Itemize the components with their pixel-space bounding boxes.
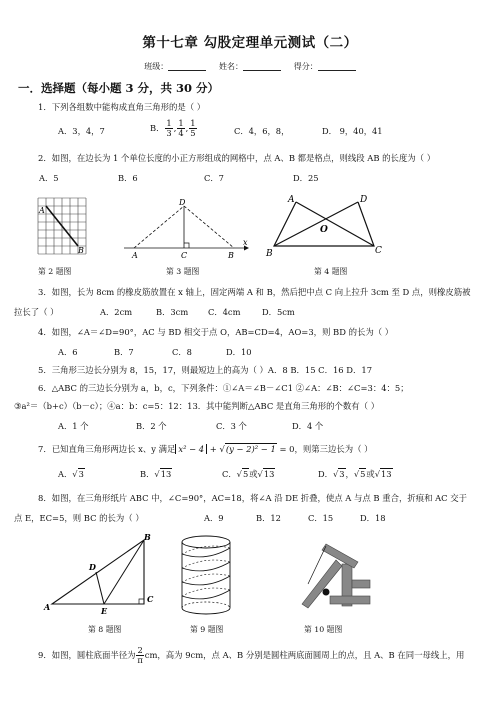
segment-bd bbox=[274, 202, 358, 246]
helix-back bbox=[182, 546, 230, 596]
figure-3-rubber-band bbox=[122, 198, 252, 260]
q7-d-sep: ， bbox=[345, 469, 354, 479]
q7-option-b bbox=[140, 470, 172, 480]
section-heading: 一．选择题（每小题 3 分，共 30 分） bbox=[18, 81, 220, 95]
sqrt-icon: √ bbox=[332, 469, 339, 479]
q7-option-c bbox=[222, 470, 275, 480]
label-x: x bbox=[243, 238, 248, 247]
label-o: O bbox=[320, 225, 328, 235]
caption-fig2: 第 2 题图 bbox=[38, 267, 72, 276]
q2-option-c: C．7 bbox=[204, 173, 224, 183]
frac-den: 5 bbox=[190, 128, 196, 138]
page-title: 第十七章 勾股定理单元测试（二） bbox=[142, 35, 358, 51]
q6-stem-line1: 6．△ABC 的三边长分别为 a，b，c，下列条件：①∠A＝∠B－∠C1 ②∠A：∠B：∠C=3：4：5； bbox=[38, 383, 409, 393]
q7-b-val: 13 bbox=[160, 469, 172, 479]
score-label: 得分： bbox=[293, 62, 318, 71]
figure-8-folded-triangle bbox=[44, 532, 164, 616]
caption-fig4: 第 4 题图 bbox=[314, 267, 348, 276]
bottom-arc-back bbox=[182, 602, 230, 608]
q7-d-label: D． bbox=[318, 469, 333, 479]
q8-option-a: A．9 bbox=[204, 513, 224, 523]
q8-option-b: B．12 bbox=[256, 513, 281, 523]
class-blank[interactable] bbox=[168, 70, 206, 71]
label-b: B bbox=[266, 249, 273, 259]
q7-b-label: B． bbox=[140, 469, 155, 479]
q1-stem: 1．下列各组数中能构成直角三角形的是（ ） bbox=[38, 102, 206, 112]
sqrt-icon: √ bbox=[257, 469, 263, 479]
figure-9-cylinder bbox=[176, 534, 236, 618]
sqrt-icon: √ bbox=[353, 469, 360, 479]
q7-sqrt-expr: (y − 2)² − 1 bbox=[225, 444, 276, 454]
q7-a-label: A． bbox=[58, 469, 73, 479]
sqrt-icon: √ bbox=[236, 469, 242, 479]
q6-option-b: B．2 个 bbox=[136, 421, 167, 431]
q4-stem: 4．如图，∠A＝∠D=90°，AC 与 BD 相交于点 O，AB=CD=4，AO=3，则 BD 的长为（ ） bbox=[38, 327, 394, 337]
frac-num: 2 bbox=[137, 645, 143, 655]
label-c: C bbox=[147, 594, 154, 604]
fraction-1-3 bbox=[165, 119, 172, 138]
bottom-arc-front bbox=[182, 608, 230, 614]
label-c: C bbox=[181, 251, 188, 260]
q7-d-or: 或 bbox=[366, 469, 375, 479]
q3-stem-line2: 拉长了（ ） bbox=[14, 307, 59, 317]
q7-c-val1: 5 bbox=[242, 469, 249, 479]
q7-d-val2: 5 bbox=[360, 469, 366, 479]
q4-option-b: B．7 bbox=[114, 347, 134, 357]
q3-option-c: C．4cm bbox=[208, 307, 241, 317]
frac-num: 1 bbox=[166, 118, 172, 128]
q7-d-val1: 3 bbox=[339, 469, 345, 479]
q4-option-d: D．10 bbox=[226, 347, 252, 357]
label-b: B bbox=[228, 251, 234, 260]
q6-option-d: D．4 个 bbox=[292, 421, 324, 431]
q1-option-c: C．4，6，8， bbox=[234, 126, 290, 136]
label-a: A bbox=[44, 602, 51, 612]
frac-num: 1 bbox=[190, 118, 196, 128]
q7-abs-expr: x² − 4 bbox=[175, 444, 207, 454]
q7-option-d bbox=[318, 470, 393, 480]
q7-d-val3: 13 bbox=[381, 469, 392, 479]
caption-fig3: 第 3 题图 bbox=[166, 267, 200, 276]
fraction-1-4 bbox=[177, 119, 184, 138]
q4-option-a: A．6 bbox=[58, 347, 78, 357]
q9-pre: 9．如图，圆柱底面半径为 bbox=[38, 650, 136, 660]
label-c: C bbox=[375, 246, 382, 256]
segment-ac bbox=[296, 202, 374, 246]
q1-b-label: B． bbox=[150, 123, 165, 133]
student-info-line bbox=[0, 62, 500, 71]
caption-fig8: 第 8 题图 bbox=[88, 625, 122, 634]
q9-stem bbox=[38, 646, 464, 665]
q2-option-a: A．5 bbox=[39, 173, 59, 183]
q8-stem-line2: 点 E，EC=5，则 BC 的长为（ ） bbox=[14, 513, 144, 523]
frac-den: 4 bbox=[178, 128, 184, 138]
segment-ad bbox=[134, 206, 184, 248]
sqrt-icon: √ bbox=[72, 469, 78, 479]
label-e: E bbox=[101, 606, 108, 616]
fraction-2-pi bbox=[136, 646, 143, 665]
q6-option-c: C．3 个 bbox=[216, 421, 247, 431]
q1-option-d: D． 9，40，41 bbox=[322, 126, 383, 136]
q8-stem-line1: 8．如图，在三角形纸片 ABC 中，∠C=90°，AC=18，将∠A 沿 DE 折叠，使点 A 与点 B 重合，折痕和 AC 交于 bbox=[38, 493, 467, 503]
q7-c-or: 或 bbox=[249, 469, 258, 479]
caption-fig9: 第 9 题图 bbox=[190, 625, 224, 634]
q7-a-val: 3 bbox=[78, 469, 84, 479]
fold-line-de bbox=[96, 572, 104, 604]
label-b: B bbox=[78, 246, 84, 255]
sqrt-icon: √ bbox=[374, 469, 381, 479]
crane-hook bbox=[323, 589, 330, 596]
q3-option-a: A．2cm bbox=[100, 307, 133, 317]
frac-den: π bbox=[137, 655, 143, 665]
q7-c-val2: 13 bbox=[263, 469, 275, 479]
frac-num: 1 bbox=[178, 118, 184, 128]
q1-option-b bbox=[150, 119, 198, 138]
q2-option-d: D．25 bbox=[293, 173, 319, 183]
q3-option-d: D．5cm bbox=[262, 307, 295, 317]
right-angle-mark bbox=[139, 599, 144, 604]
label-a: A bbox=[132, 251, 138, 260]
q1-option-a: A．3，4，7 bbox=[58, 126, 105, 136]
crane-counterweight bbox=[352, 580, 370, 588]
figure-4-crossed-triangles bbox=[264, 194, 394, 258]
q9-post: cm，高为 9cm，点 A、B 分别是圆柱两底面圆周上的点，且 A、B 在同一母线上，用 bbox=[144, 650, 465, 660]
q7-stem-post: ，则第三边长为（ ） bbox=[294, 444, 373, 454]
figure-2-grid bbox=[36, 196, 88, 258]
label-a: A bbox=[288, 195, 295, 205]
q7-plus: + bbox=[207, 444, 220, 454]
q7-c-label: C． bbox=[222, 469, 237, 479]
sqrt-icon: √ bbox=[154, 469, 160, 479]
name-label: 姓名： bbox=[219, 62, 243, 71]
triangle-abc bbox=[52, 540, 144, 604]
q7-option-a bbox=[58, 470, 85, 480]
crane-base bbox=[330, 596, 370, 604]
q2-stem: 2．如图，在边长为 1 个单位长度的小正方形组成的网格中，点 A、B 都是格点，则线段 AB 的长度为（ ） bbox=[38, 153, 436, 163]
path-a-b-c-d bbox=[274, 202, 374, 246]
sqrt-icon: √ bbox=[219, 444, 225, 454]
score-blank[interactable] bbox=[318, 70, 356, 71]
q7-eq: = 0 bbox=[276, 444, 295, 454]
figure-10-crane bbox=[296, 534, 376, 618]
q3-option-b: B．3cm bbox=[156, 307, 189, 317]
q6-stem-line2: ③a²＝（b+c）（b－c）；④a：b：c=5：12：13．其中能判断△ABC 是直角三角形的个数有（ ） bbox=[14, 401, 380, 411]
label-d: D bbox=[89, 562, 96, 572]
q8-option-d: D．18 bbox=[360, 513, 386, 523]
q7-stem-pre: 7．已知直角三角形两边长 x、y 满足 bbox=[38, 444, 176, 454]
q8-option-c: C．15 bbox=[308, 513, 334, 523]
right-angle-mark bbox=[184, 243, 189, 248]
q4-option-c: C．8 bbox=[172, 347, 192, 357]
caption-fig10: 第 10 题图 bbox=[304, 625, 343, 634]
q3-stem-line1: 3．如图，长为 8cm 的橡皮筋放置在 x 轴上，固定两端 A 和 B，然后把中点 C 向上拉升 3cm 至 D 点，则橡皮筋被 bbox=[38, 287, 471, 297]
label-a: A bbox=[39, 206, 45, 215]
fraction-1-5 bbox=[189, 119, 196, 138]
class-label: 班级： bbox=[144, 62, 169, 71]
q7-stem bbox=[38, 445, 373, 455]
sep: , bbox=[173, 123, 177, 133]
segment-db bbox=[184, 206, 234, 248]
q2-option-b: B．6 bbox=[118, 173, 138, 183]
sep: , bbox=[185, 123, 189, 133]
name-blank[interactable] bbox=[243, 70, 281, 71]
label-d: D bbox=[179, 198, 186, 207]
label-d: D bbox=[360, 195, 368, 205]
frac-den: 3 bbox=[166, 128, 172, 138]
q6-option-a: A．1 个 bbox=[58, 421, 89, 431]
q5-stem: 5．三角形三边长分别为 8，15，17，则最短边上的高为（ ）A．8 B．15 C．16 D．17 bbox=[38, 365, 373, 375]
helix-front bbox=[182, 548, 230, 599]
segment-be bbox=[104, 540, 144, 604]
label-b: B bbox=[144, 532, 151, 542]
